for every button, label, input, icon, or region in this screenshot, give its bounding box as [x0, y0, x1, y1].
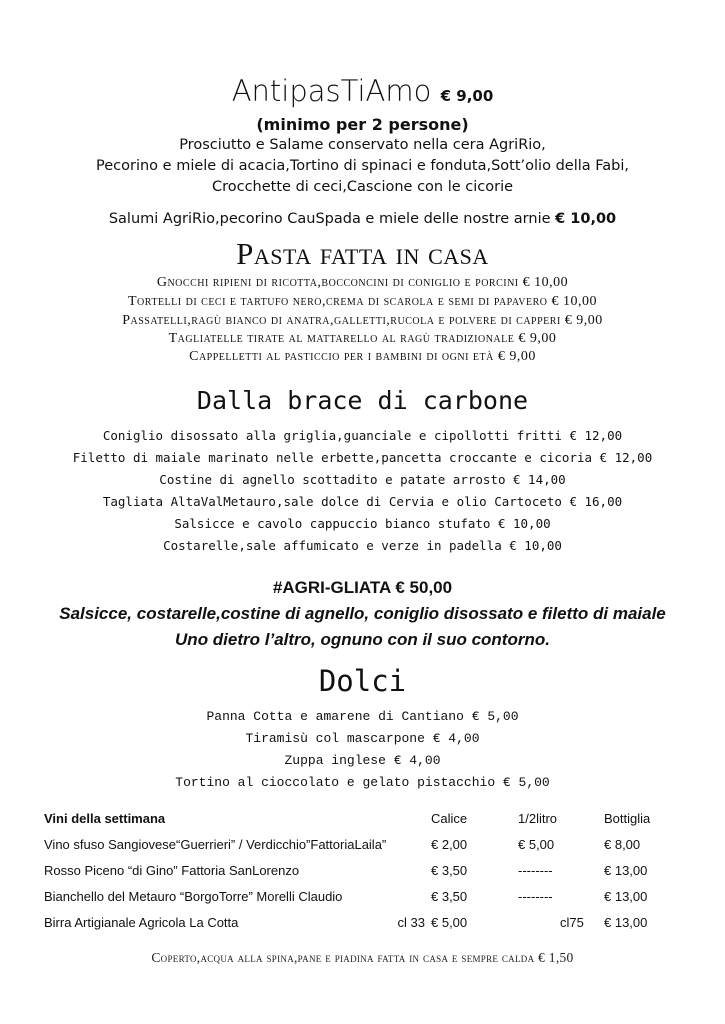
antipasti-line: Crocchette di ceci,Cascione con le cicorie	[211, 179, 514, 195]
pasta-item: Tagliatelle tirate al mattarello al ragù tradizionale € 9,00	[168, 331, 557, 346]
dolci-item: Panna Cotta e amarene di Cantiano € 5,00	[206, 709, 519, 724]
pasta-title: Pasta fatta in casa	[236, 236, 489, 271]
pasta-item: Gnocchi ripieni di ricotta,bocconcini di coniglio e porcini € 10,00	[156, 275, 569, 290]
agrigliata-line: Salsicce, costarelle,costine di agnello, coniglio disossato e filetto di maiale	[59, 604, 666, 623]
wine-table-header	[44, 811, 684, 831]
wine-size-small: cl 33	[397, 915, 425, 930]
wine-header-calice: Calice	[431, 811, 468, 826]
coperto-footer: Coperto,acqua alla spina,pane e piadina fatta in casa e sempre calda € 1,50	[151, 950, 574, 965]
salumi-line	[0, 211, 725, 227]
wine-bottiglia: € 8,00	[604, 837, 641, 852]
wine-bottiglia: € 13,00	[604, 863, 648, 878]
wine-row	[44, 915, 684, 935]
dolci-item: Tortino al cioccolato e gelato pistacchio € 5,00	[175, 775, 550, 790]
wine-name: Bianchello del Metauro “BorgoTorre” Morelli Claudio	[44, 889, 343, 904]
wine-litro: --------	[518, 863, 553, 878]
brace-item: Tagliata AltaValMetauro,sale dolce di Cervia e olio Cartoceto € 16,00	[102, 494, 623, 509]
dolci-title: Dolci	[318, 664, 407, 698]
antipasti-line: Pecorino e miele di acacia,Tortino di spinaci e fonduta,Sott’olio della Fabi,	[96, 158, 629, 174]
brace-item: Costarelle,sale affumicato e verze in padella € 10,00	[163, 538, 562, 553]
brace-item: Salsicce e cavolo cappuccio bianco stufato € 10,00	[174, 516, 551, 531]
brace-title: Dalla brace di carbone	[196, 386, 529, 415]
wine-litro: € 5,00	[518, 837, 555, 852]
wine-bottiglia: € 13,00	[604, 915, 648, 930]
wine-calice: € 2,00	[431, 837, 468, 852]
dolci-item: Zuppa inglese € 4,00	[284, 753, 441, 768]
antipasti-heading	[0, 74, 725, 108]
wine-name: Vino sfuso Sangiovese“Guerrieri” / Verdicchio”FattoriaLaila”	[44, 837, 387, 852]
agrigliata-line: Uno dietro l’altro, ognuno con il suo contorno.	[175, 630, 550, 649]
wine-header-name: Vini della settimana	[44, 811, 166, 826]
agrigliata-title: #AGRI-GLIATA € 50,00	[272, 578, 453, 597]
pasta-item: Tortelli di ceci e tartufo nero,crema di scarola e semi di papavero € 10,00	[128, 294, 597, 309]
pasta-item: Passatelli,ragù bianco di anatra,galletti,rucola e polvere di capperi € 9,00	[122, 313, 603, 328]
brace-item: Filetto di maiale marinato nelle erbette,pancetta croccante e cicoria € 12,00	[72, 450, 653, 465]
wine-name: Birra Artigianale Agricola La Cotta	[44, 915, 239, 930]
wine-name: Rosso Piceno “di Gino” Fattoria SanLorenzo	[44, 863, 300, 878]
antipasti-title: AntipasTiAmo	[231, 74, 432, 108]
brace-item: Coniglio disossato alla griglia,guanciale e cipollotti fritti € 12,00	[102, 428, 623, 443]
salumi-price: € 10,00	[555, 211, 617, 227]
pasta-item: Cappelletti al pasticcio per i bambini di ogni età € 9,00	[189, 349, 536, 364]
wine-litro: --------	[518, 889, 553, 904]
antipasti-minimo: (minimo per 2 persone)	[256, 115, 469, 134]
wine-calice: € 3,50	[431, 863, 468, 878]
wine-row	[44, 863, 684, 883]
dolci-item: Tiramisù col mascarpone € 4,00	[245, 731, 480, 746]
antipasti-line: Prosciutto e Salame conservato nella cera AgriRio,	[179, 137, 546, 153]
brace-item: Costine di agnello scottadito e patate arrosto € 14,00	[159, 472, 566, 487]
wine-row	[44, 837, 684, 857]
wine-calice: € 3,50	[431, 889, 468, 904]
wine-header-bottiglia: Bottiglia	[604, 811, 651, 826]
salumi-text: Salumi AgriRio,pecorino CauSpada e miele delle nostre arnie	[108, 211, 551, 227]
wine-row	[44, 889, 684, 909]
wine-size-large: cl75	[560, 915, 584, 930]
wine-header-litro: 1/2litro	[518, 811, 558, 826]
wine-calice: € 5,00	[431, 915, 468, 930]
wine-bottiglia: € 13,00	[604, 889, 648, 904]
antipasti-price: € 9,00	[440, 87, 494, 105]
